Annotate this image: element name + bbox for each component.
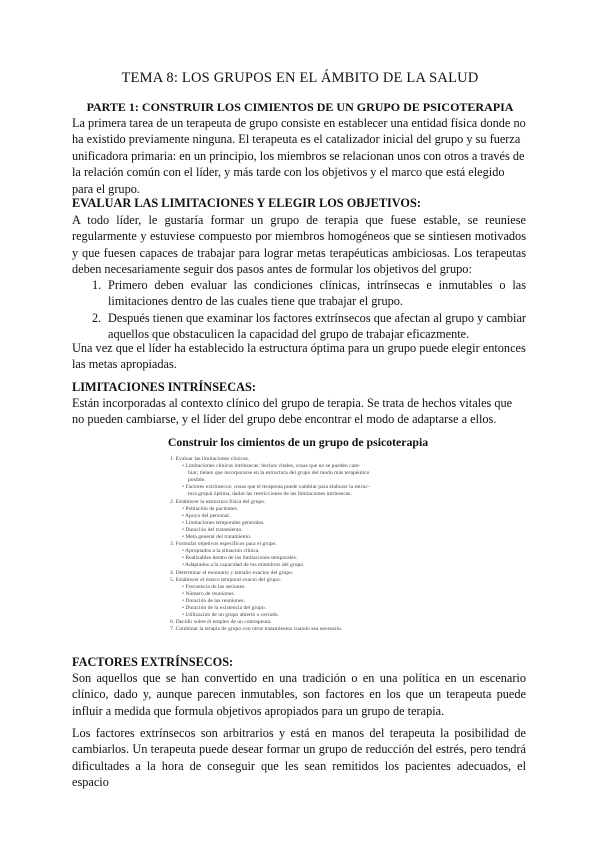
figure-line: • Duración de la existencia del grupo. xyxy=(182,604,267,611)
figure-line: • Realizables dentro de las limitaciones temporales. xyxy=(182,555,298,562)
figure-line: 3. Formular objetivos específicos para el grupo. xyxy=(170,541,277,548)
figure-line: • Duración de las reuniones. xyxy=(182,597,246,604)
figure-line: biar; tienen que incorporarse en la estructura del grupo del modo más terapéutico xyxy=(188,470,370,477)
step-text: Primero deben evaluar las condiciones clínicas, intrínsecas e inmutables o las limitaciones dentro de las cuales tiene que trabajar el grupo. xyxy=(108,278,526,309)
evaluar-step xyxy=(72,277,526,310)
figure-line: • Limitaciones temporales generales. xyxy=(182,519,265,526)
figure-line: 2. Establecer la estructura física del grupo. xyxy=(170,498,266,505)
intrinsecas-paragraph: Están incorporadas al contexto clínico del grupo de terapia. Se trata de hechos vitales que no pueden cambiarse, y el líder del grupo debe encontrar el modo de adaptarse a ellos. xyxy=(72,396,513,427)
step-text: Después tienen que examinar los factores extrínsecos que afectan al grupo y cambiar aquellos que obstaculicen la capacidad del grupo de trabajar eficazmente. xyxy=(108,310,526,342)
figure-line: • Utilización de un grupo abierto o cerrado. xyxy=(182,612,280,619)
figure-line: • Meta general del tratamiento. xyxy=(182,534,252,541)
figure-line: tura grupal óptima, dadas las restricciones de las limitaciones intrínsecas. xyxy=(188,491,352,498)
extrinsecos-paragraph-2: Los factores extrínsecos son arbitrarios y está en manos del terapeuta la posibilidad de cambiarlos. Un terapeuta puede desear formar un grupo de reducción del estrés, pero tendrá dificultades a la hora de conseguir que les sean remitidos los pacientes adecuados, el espacio xyxy=(72,726,526,790)
evaluar-steps-list xyxy=(72,277,526,343)
figure-line: 1. Evaluar las limitaciones clínicas. xyxy=(170,456,250,462)
document-title: TEMA 8: LOS GRUPOS EN EL ÁMBITO DE LA SALUD xyxy=(121,70,479,86)
evaluar-step xyxy=(72,310,526,343)
step-number: 2. xyxy=(92,310,102,325)
figure-title: Construir los cimientos de un grupo de psicoterapia xyxy=(167,435,429,449)
extrinsecos-heading: FACTORES EXTRÍNSECOS: xyxy=(72,655,234,669)
part-1-heading: PARTE 1: CONSTRUIR LOS CIMIENTOS DE UN GRUPO DE PSICOTERAPIA xyxy=(86,100,514,114)
figure-line: • Duración del tratamiento. xyxy=(182,526,243,533)
part-1-paragraph: La primera tarea de un terapeuta de grupo consiste en establecer una entidad física donde no ha existido previamente ninguna. El terapeuta es el catalizador inicial del grupo y su fuerza unificadora primaria: en un principio, los miembros se relacionan unos con otros a través de la relación común con el líder, y más tarde con los objetivos y el marco que está elegido para el grupo. xyxy=(72,116,526,196)
figure-line: posible. xyxy=(188,477,206,484)
figure-line: • Limitaciones clínicas intrínsecas: hechos vitales, cosas que no se pueden cam- xyxy=(182,463,361,470)
extrinsecos-paragraph-1: Son aquellos que se han convertido en una tradición o en una política en un escenario clínico, dado y, aunque parecen inmutables, son factores en los que un terapeuta puede influir a medida que formula objetivos apropiados para un grupo de terapia. xyxy=(72,671,526,718)
figure-line: • Apoyo del personal. xyxy=(182,512,231,519)
figure-line: • Adaptados a la capacidad de los miembros del grupo. xyxy=(182,562,305,569)
figure-image xyxy=(162,435,444,640)
figure-list xyxy=(162,456,444,633)
figure-line: 4. Determinar el escenario y tamaño exactos del grupo. xyxy=(170,569,294,576)
evaluar-closing: Una vez que el líder ha establecido la estructura óptima para un grupo puede elegir entonces las metas apropiadas. xyxy=(72,341,526,372)
figure-line: • Número de reuniones. xyxy=(182,590,235,597)
figure-line: • Factores extrínsecos: cosas que el terapeuta puede cambiar para elaborar la estruc- xyxy=(182,484,370,491)
figure-line: 5. Establecer el marco temporal exacto del grupo. xyxy=(170,576,282,583)
figure-line: 7. Combinar la terapia de grupo con otros tratamientos cuando sea necesario. xyxy=(170,626,343,633)
figure-line: • Población de pacientes. xyxy=(182,505,239,512)
figure-line: • Frecuencia de las sesiones. xyxy=(182,583,246,590)
step-number: 1. xyxy=(92,278,102,292)
intrinsecas-heading: LIMITACIONES INTRÍNSECAS: xyxy=(72,380,256,394)
figure-line: 6. Decidir sobre el empleo de un coterapeuta. xyxy=(170,619,272,626)
evaluar-heading: EVALUAR LAS LIMITACIONES Y ELEGIR LOS OBJETIVOS: xyxy=(72,196,421,210)
figure-line: • Apropiados a la situación clínica. xyxy=(182,548,260,555)
evaluar-paragraph: A todo líder, le gustaría formar un grupo de terapia que fuese estable, se reuniese regularmente y estuviese compuesto por miembros homogéneos que se sintiesen motivados y que fuesen capaces de trabajar para lograr metas terapéuticas ambiciosas. Los terapeutas deben necesariamente seguir dos pasos antes de formular los objetivos del grupo: xyxy=(72,213,526,277)
